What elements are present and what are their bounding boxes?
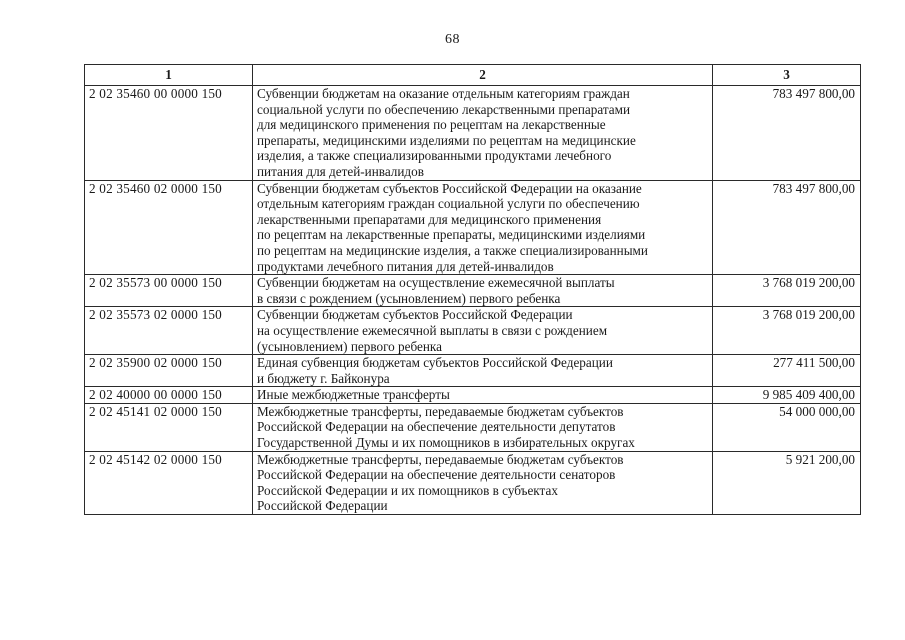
budget-code: 2 02 35460 02 0000 150 bbox=[85, 180, 253, 275]
table-row bbox=[85, 86, 861, 181]
budget-code: 2 02 45141 02 0000 150 bbox=[85, 403, 253, 451]
table-row bbox=[85, 355, 861, 387]
budget-code: 2 02 45142 02 0000 150 bbox=[85, 451, 253, 514]
budget-item-name: Субвенции бюджетам субъектов Российской Федерации на осуществление ежемесячной выплаты в связи с рождением (усыновлением) первого ребенка bbox=[253, 307, 713, 355]
budget-table bbox=[84, 64, 861, 515]
column-header-amount: 3 bbox=[713, 65, 861, 86]
table-row bbox=[85, 275, 861, 307]
budget-item-name: Межбюджетные трансферты, передаваемые бюджетам субъектов Российской Федерации на обеспечение деятельности сенаторов Российской Федерации и их помощников в субъектах Российской Федерации bbox=[253, 451, 713, 514]
budget-item-name: Субвенции бюджетам на осуществление ежемесячной выплаты в связи с рождением (усыновлением) первого ребенка bbox=[253, 275, 713, 307]
table-header-row bbox=[85, 65, 861, 86]
budget-code: 2 02 40000 00 0000 150 bbox=[85, 387, 253, 404]
budget-item-name: Межбюджетные трансферты, передаваемые бюджетам субъектов Российской Федерации на обеспечение деятельности депутатов Государственной Думы и их помощников в избирательных округах bbox=[253, 403, 713, 451]
column-header-name: 2 bbox=[253, 65, 713, 86]
budget-code: 2 02 35573 02 0000 150 bbox=[85, 307, 253, 355]
table-row bbox=[85, 387, 861, 404]
budget-amount: 9 985 409 400,00 bbox=[713, 387, 861, 404]
budget-code: 2 02 35900 02 0000 150 bbox=[85, 355, 253, 387]
table-row bbox=[85, 180, 861, 275]
budget-item-name: Субвенции бюджетам на оказание отдельным категориям граждан социальной услуги по обеспечению лекарственными препаратами для медицинского применения по рецептам на лекарственные препараты, медицинскими изделиями по рецептам на медицинские изделия, а также специализированными продуктами лечебного питания для детей-инвалидов bbox=[253, 86, 713, 181]
budget-amount: 54 000 000,00 bbox=[713, 403, 861, 451]
budget-item-name: Единая субвенция бюджетам субъектов Российской Федерации и бюджету г. Байконура bbox=[253, 355, 713, 387]
budget-item-name: Иные межбюджетные трансферты bbox=[253, 387, 713, 404]
budget-code: 2 02 35573 00 0000 150 bbox=[85, 275, 253, 307]
budget-item-name: Субвенции бюджетам субъектов Российской Федерации на оказание отдельным категориям граждан социальной услуги по обеспечению лекарственными препаратами для медицинского применения по рецептам на лекарственные препараты, медицинскими изделиями по рецептам на медицинские изделия, а также специализированными продуктами лечебного питания для детей-инвалидов bbox=[253, 180, 713, 275]
budget-amount: 277 411 500,00 bbox=[713, 355, 861, 387]
page-number: 68 bbox=[445, 32, 460, 47]
table-row bbox=[85, 403, 861, 451]
budget-amount: 783 497 800,00 bbox=[713, 86, 861, 181]
budget-amount: 3 768 019 200,00 bbox=[713, 275, 861, 307]
budget-amount: 5 921 200,00 bbox=[713, 451, 861, 514]
budget-code: 2 02 35460 00 0000 150 bbox=[85, 86, 253, 181]
budget-amount: 3 768 019 200,00 bbox=[713, 307, 861, 355]
table-row bbox=[85, 307, 861, 355]
table-row bbox=[85, 451, 861, 514]
column-header-code: 1 bbox=[85, 65, 253, 86]
budget-amount: 783 497 800,00 bbox=[713, 180, 861, 275]
